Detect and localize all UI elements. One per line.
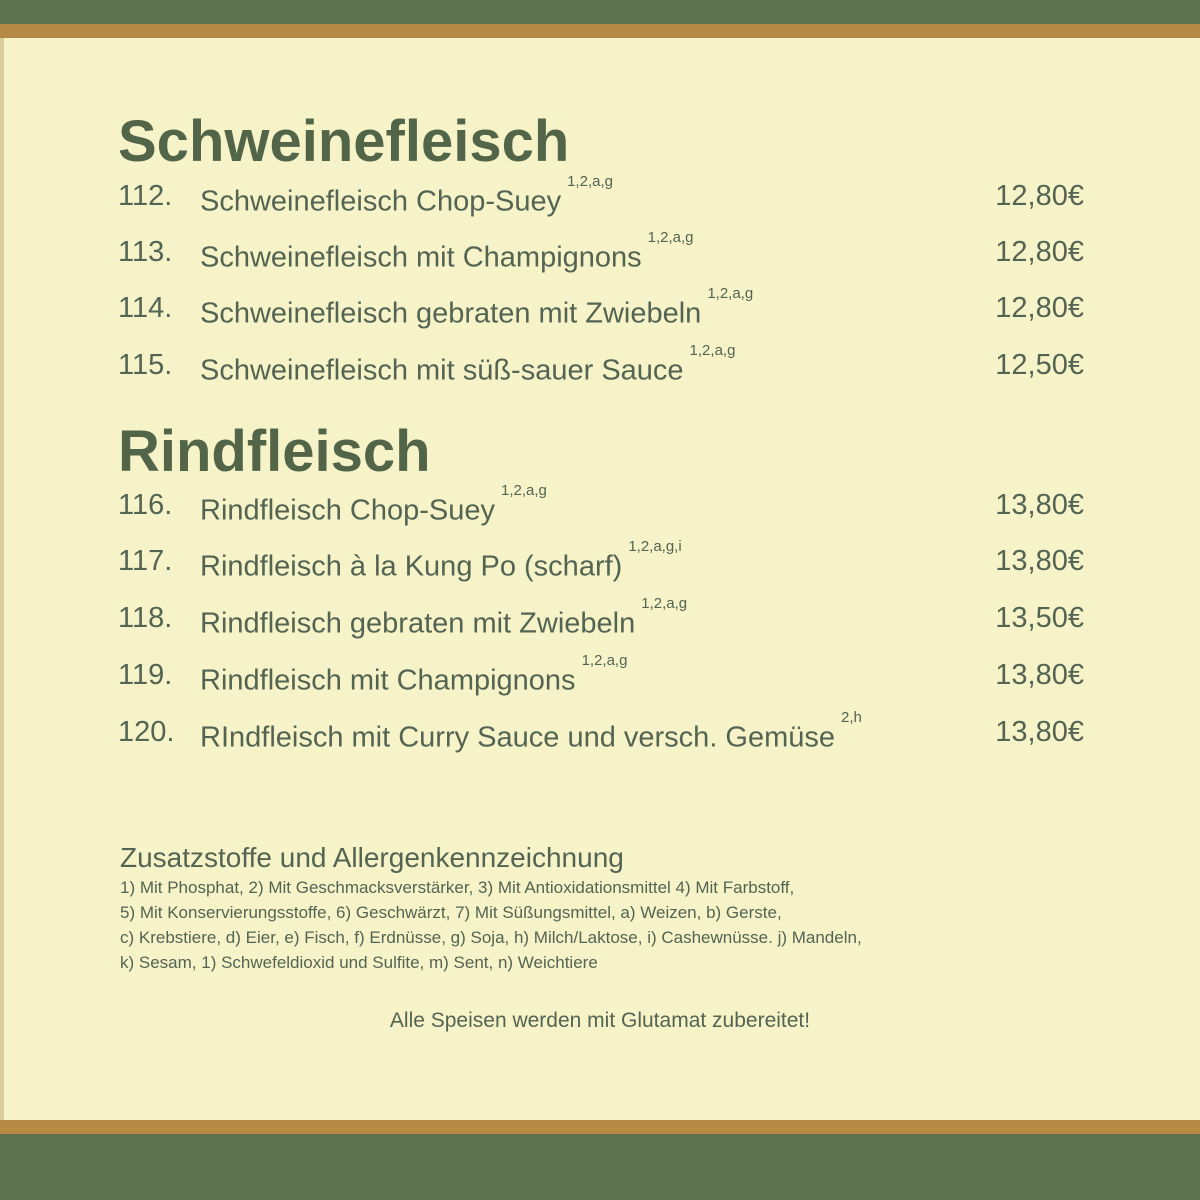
item-name-wrap [200,538,682,587]
item-number: 114. [118,292,173,324]
menu-item [118,285,1084,330]
item-price: 12,80€ [995,180,1084,212]
item-allergens: 1,2,a,g,i [628,538,682,555]
additives-line: 5) Mit Konservierungsstoffe, 6) Geschwärzt, 7) Mit Süßungsmittel, a) Weizen, b) Gerste, [120,903,782,922]
item-price: 13,80€ [995,489,1084,521]
item-allergens: 2,h [841,709,862,726]
menu-item [118,482,1084,527]
top-green-band [0,0,1200,24]
additives-line: k) Sesam, 1) Schwefeldioxid und Sulfite, m) Sent, n) Weichtiere [120,953,598,972]
item-name-wrap [200,652,628,701]
item-price: 12,50€ [995,349,1084,381]
item-name: Rindfleisch à la Kung Po (scharf) [200,550,623,583]
left-edge-shade [0,38,4,1120]
item-number: 113. [118,236,173,268]
menu-item [118,342,1084,387]
item-name: RIndfleisch mit Curry Sauce und versch. Gemüse [200,721,836,754]
item-allergens: 1,2,a,g [647,229,694,246]
item-price: 13,80€ [995,545,1084,577]
additives-line: c) Krebstiere, d) Eier, e) Fisch, f) Erdnüsse, g) Soja, h) Milch/Laktose, i) Cashewnüsse. j) Mandeln, [120,928,862,947]
section-title-schweinefleisch: Schweinefleisch [118,109,570,174]
item-number: 120. [118,716,175,748]
item-name-wrap [200,709,862,758]
additives-line: 1) Mit Phosphat, 2) Mit Geschmacksverstärker, 3) Mit Antioxidationsmittel 4) Mit Farbstoff, [120,878,795,897]
menu-item [118,538,1084,583]
item-number: 116. [118,489,173,521]
item-name-wrap [200,173,613,222]
item-name: Schweinefleisch gebraten mit Zwiebeln [200,297,702,330]
item-number: 115. [118,349,173,381]
menu-item [118,709,1084,754]
menu-item [118,595,1084,640]
item-name: Rindfleisch mit Champignons [200,664,576,697]
section-title-rindfleisch: Rindfleisch [118,419,431,484]
menu-item [118,652,1084,697]
item-name: Schweinefleisch mit Champignons [200,241,642,274]
bottom-green-band [0,1134,1200,1200]
item-allergens: 1,2,a,g [641,595,688,612]
item-price: 13,80€ [995,716,1084,748]
item-name-wrap [200,285,754,334]
item-price: 12,80€ [995,292,1084,324]
item-number: 119. [118,659,173,691]
item-price: 13,80€ [995,659,1084,691]
item-number: 112. [118,180,173,212]
additives-title: Zusatzstoffe und Allergenkennzeichnung [120,842,624,873]
item-name: Rindfleisch gebraten mit Zwiebeln [200,607,636,640]
item-price: 12,80€ [995,236,1084,268]
item-allergens: 1,2,a,g [581,652,628,669]
menu-item [118,229,1084,274]
item-number: 117. [118,545,173,577]
bottom-gold-stripe [0,1120,1200,1134]
item-price: 13,50€ [995,602,1084,634]
item-name-wrap [200,342,736,391]
glutamate-notice: Alle Speisen werden mit Glutamat zubereitet! [389,1009,811,1032]
item-number: 118. [118,602,173,634]
item-name: Schweinefleisch Chop-Suey [200,185,562,218]
item-name-wrap [200,229,694,278]
item-name: Rindfleisch Chop-Suey [200,494,495,527]
item-allergens: 1,2,a,g [689,342,736,359]
item-name-wrap [200,482,547,531]
item-allergens: 1,2,a,g [500,482,547,499]
item-name: Schweinefleisch mit süß-sauer Sauce [200,354,684,387]
item-name-wrap [200,595,688,644]
item-allergens: 1,2,a,g [707,285,754,302]
item-allergens: 1,2,a,g [567,173,613,190]
menu-item [118,173,1084,218]
top-gold-stripe [0,24,1200,38]
